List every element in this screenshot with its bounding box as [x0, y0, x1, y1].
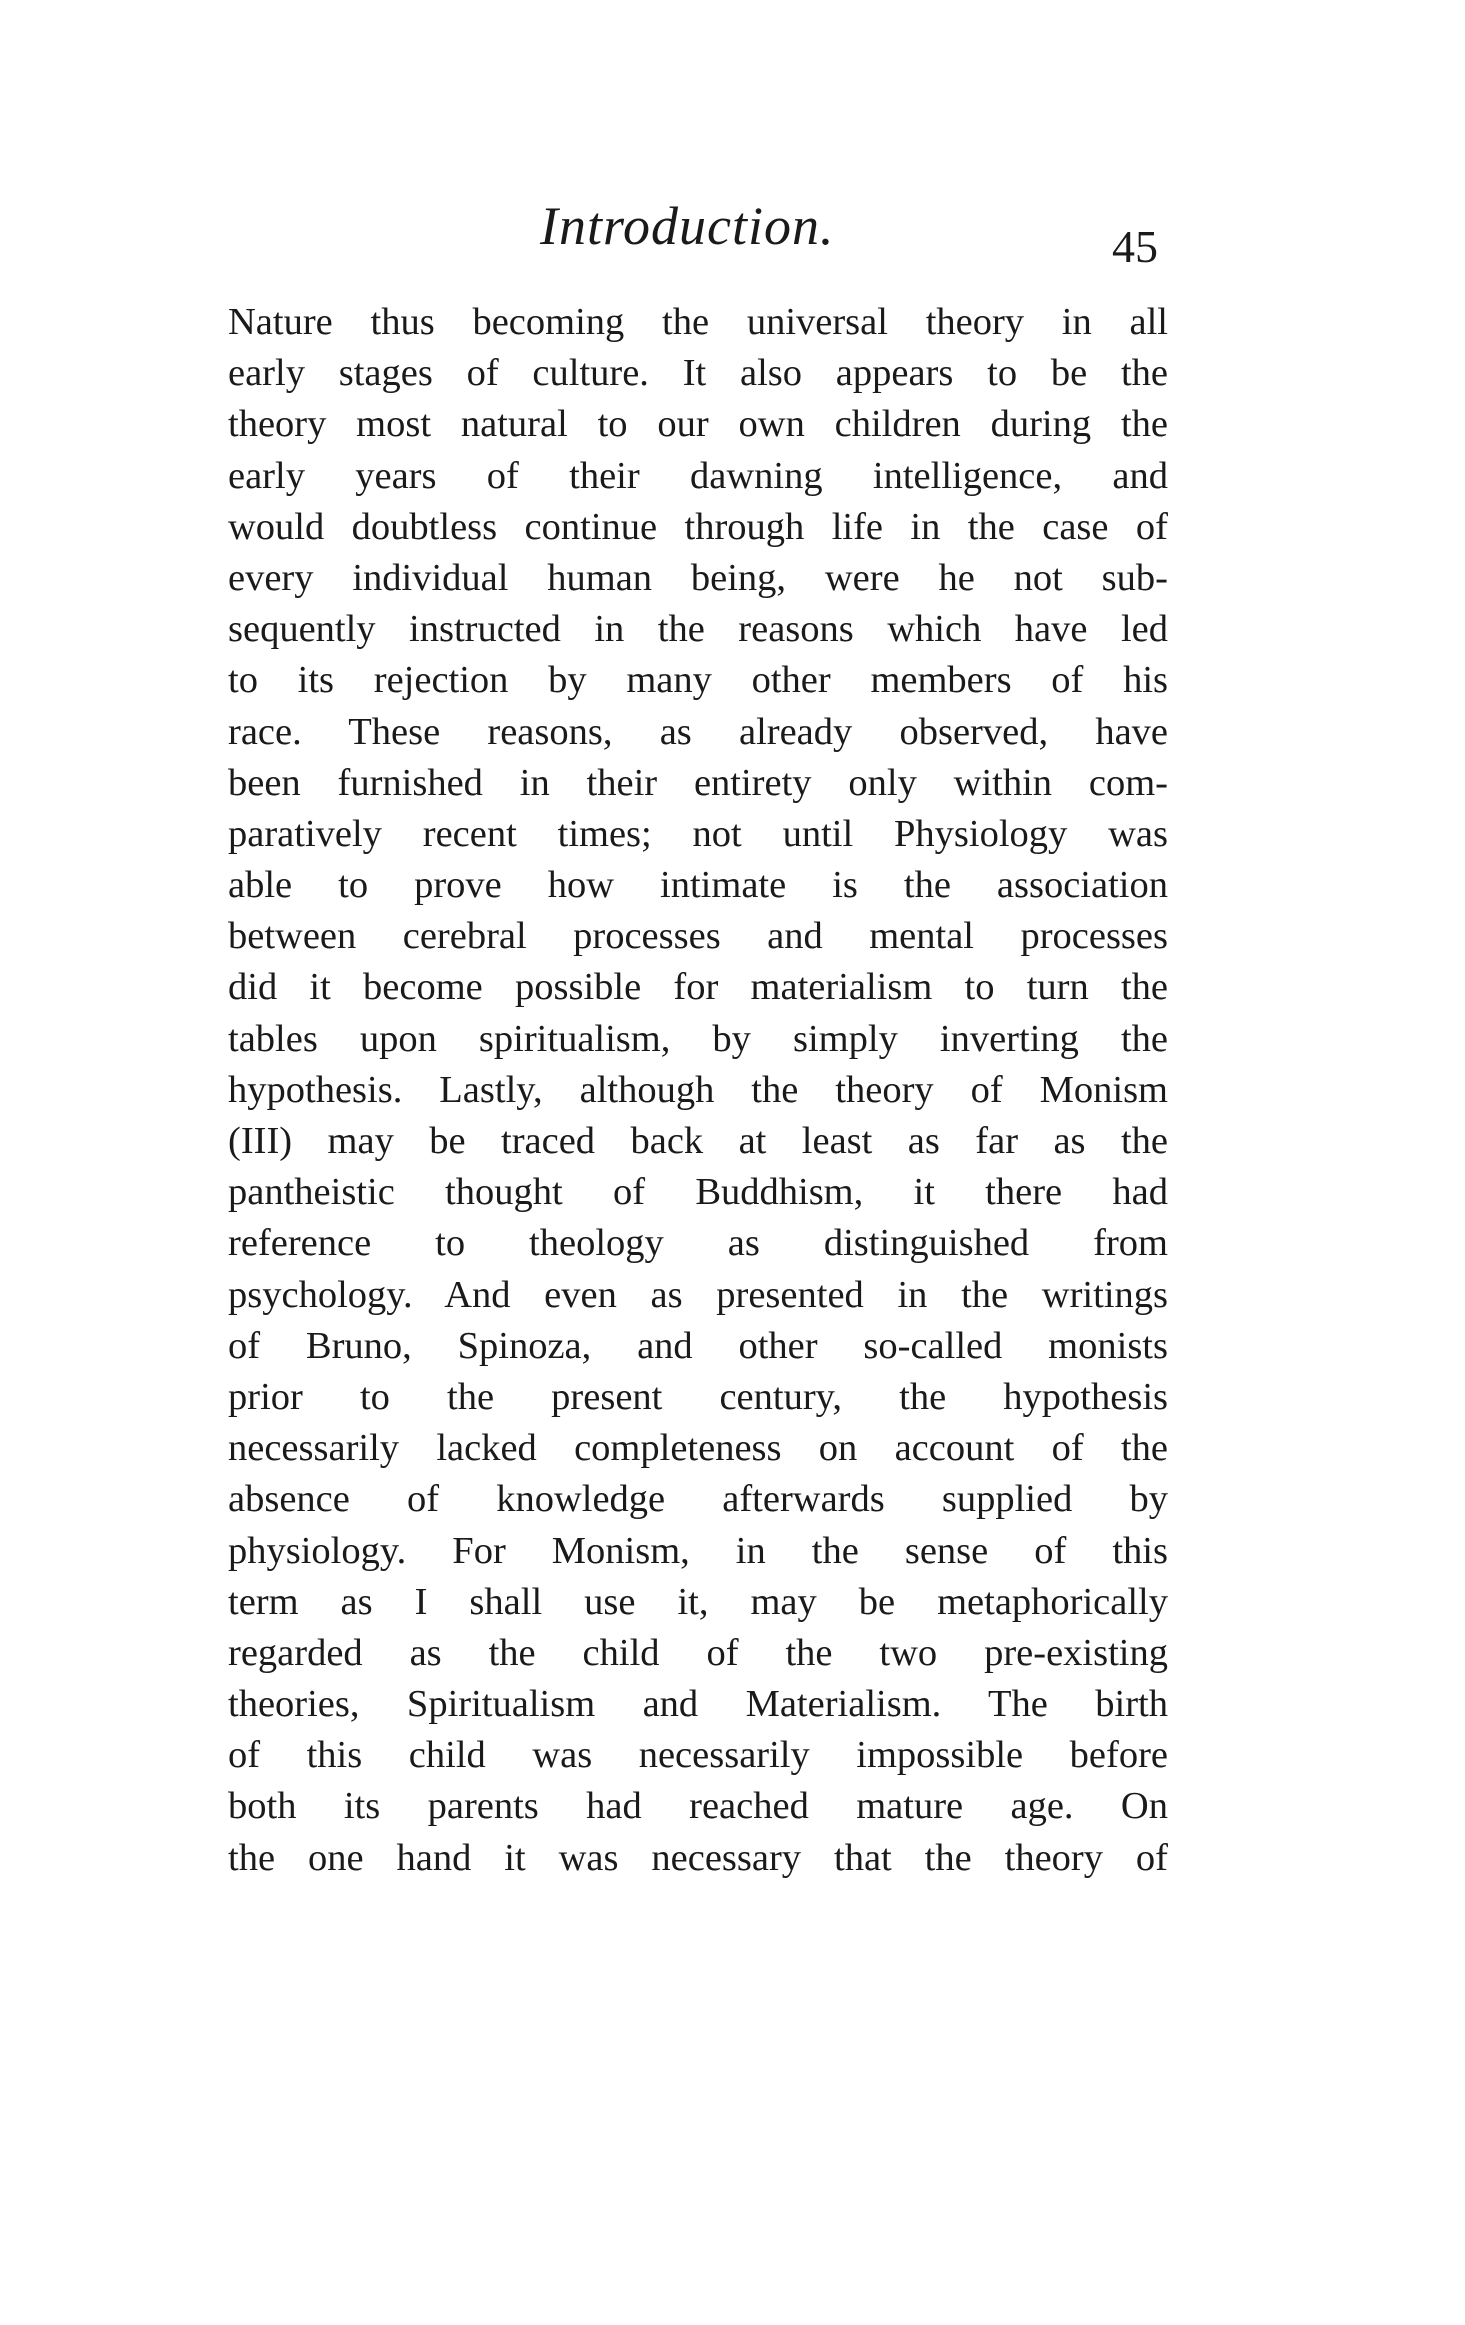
text-line: able to prove how intimate is the association: [228, 864, 1168, 907]
text-line: hypothesis. Lastly, although the theory of Monism: [228, 1068, 1168, 1111]
text-line: (III) may be traced back at least as far as the: [228, 1120, 1168, 1162]
body-text: [228, 297, 1168, 1884]
running-head: [0, 192, 1465, 282]
text-line: early years of their dawning intelligence, and: [228, 454, 1168, 497]
text-line: theory most natural to our own children during the: [228, 403, 1168, 446]
text-line: did it become possible for materialism to turn the: [228, 966, 1168, 1009]
text-line: psychology. And even as presented in the writings: [228, 1273, 1168, 1316]
text-line: both its parents had reached mature age. On: [228, 1785, 1168, 1828]
text-line: physiology. For Monism, in the sense of this: [228, 1529, 1168, 1572]
text-line: pantheistic thought of Buddhism, it there had: [228, 1171, 1168, 1214]
text-line: sequently instructed in the reasons which have led: [228, 608, 1168, 651]
text-line: necessarily lacked completeness on account of the: [228, 1427, 1168, 1470]
text-line: every individual human being, were he not sub-: [228, 556, 1168, 599]
text-line: of Bruno, Spinoza, and other so-called monists: [228, 1324, 1168, 1367]
text-line: Nature thus becoming the universal theory in all: [228, 301, 1168, 343]
text-line: regarded as the child of the two pre-existing: [228, 1631, 1168, 1674]
text-line: early stages of culture. It also appears to be the: [228, 352, 1168, 395]
text-line: absence of knowledge afterwards supplied by: [228, 1478, 1168, 1521]
text-line: the one hand it was necessary that the theory of: [228, 1836, 1168, 1879]
text-line: between cerebral processes and mental processes: [228, 915, 1168, 958]
text-line: tables upon spiritualism, by simply inverting the: [228, 1017, 1168, 1060]
text-line: term as I shall use it, may be metaphorically: [228, 1580, 1168, 1623]
text-line: to its rejection by many other members of his: [228, 659, 1168, 702]
text-line: race. These reasons, as already observed, have: [228, 710, 1168, 753]
page-number: 45: [1112, 221, 1158, 272]
text-line: been furnished in their entirety only within com-: [228, 761, 1168, 804]
text-line: of this child was necessarily impossible before: [228, 1734, 1168, 1777]
text-line: reference to theology as distinguished from: [228, 1222, 1168, 1265]
text-line: theories, Spiritualism and Materialism. The birth: [228, 1683, 1168, 1726]
text-line: prior to the present century, the hypothesis: [228, 1375, 1168, 1418]
text-line: paratively recent times; not until Physiology was: [228, 812, 1168, 855]
text-line: would doubtless continue through life in the case of: [228, 505, 1168, 548]
chapter-title: Introduction.: [540, 196, 835, 256]
